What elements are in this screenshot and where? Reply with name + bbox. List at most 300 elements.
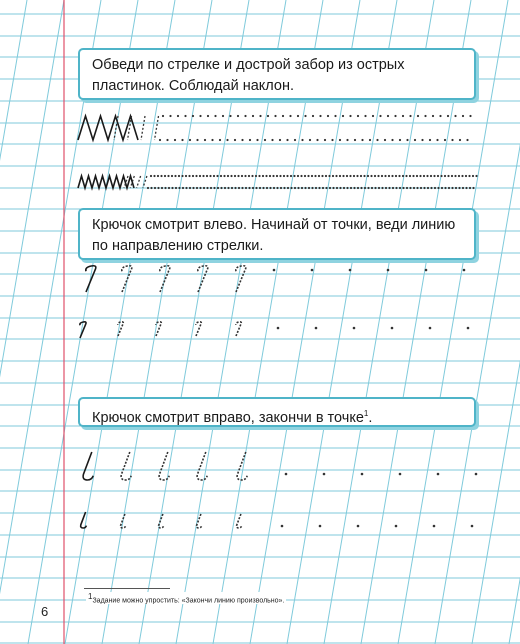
guide-dot [361, 139, 363, 141]
guide-dot [406, 187, 408, 189]
guide-dot [251, 175, 253, 177]
guide-dot [364, 115, 366, 117]
guide-dot [378, 187, 380, 189]
guide-dot [440, 175, 442, 177]
guide-dot [314, 175, 316, 177]
fence-dashed-slat [155, 116, 159, 140]
fence-dashed-slat [137, 176, 141, 188]
guide-dot [309, 139, 311, 141]
guide-dot [308, 187, 310, 189]
guide-dot [185, 175, 187, 177]
end-dot [399, 473, 402, 476]
guide-dot [371, 187, 373, 189]
slant-rule [509, 0, 520, 644]
guide-dot [329, 187, 331, 189]
guide-dot [280, 187, 282, 189]
guide-dot [248, 187, 250, 189]
left-hook-sample [86, 266, 96, 292]
guide-dot [196, 187, 198, 189]
guide-dot [331, 139, 333, 141]
guide-dot [168, 187, 170, 189]
right-hook-sample [83, 452, 93, 480]
guide-dot [376, 139, 378, 141]
guide-dot [244, 115, 246, 117]
guide-dot [234, 175, 236, 177]
guide-dot [384, 139, 386, 141]
guide-dot [444, 187, 446, 189]
guide-dot [244, 175, 246, 177]
slant-rule [0, 0, 64, 644]
guide-dot [189, 187, 191, 189]
guide-dot [363, 175, 365, 177]
guide-dot [188, 175, 190, 177]
guide-dot [159, 139, 161, 141]
guide-dot [301, 139, 303, 141]
guide-dot [271, 139, 273, 141]
guide-dot [433, 175, 435, 177]
guide-dot [290, 187, 292, 189]
guide-dot [220, 187, 222, 189]
guide-dot [424, 115, 426, 117]
guide-dot [451, 187, 453, 189]
guide-dot [231, 187, 233, 189]
guide-dot [238, 187, 240, 189]
guide-dot [439, 115, 441, 117]
guide-dot [266, 187, 268, 189]
guide-dot [444, 139, 446, 141]
guide-dot [192, 187, 194, 189]
guide-dot [167, 175, 169, 177]
guide-dot [195, 175, 197, 177]
guide-dot [222, 115, 224, 117]
guide-dot [311, 187, 313, 189]
guide-dot [269, 187, 271, 189]
task-instruction-2 [78, 208, 476, 260]
fence-traced [78, 176, 134, 188]
guide-dot [210, 187, 212, 189]
guide-dot [339, 175, 341, 177]
guide-dot [339, 139, 341, 141]
guide-dot [379, 115, 381, 117]
guide-dot [322, 187, 324, 189]
guide-dot [297, 175, 299, 177]
guide-dot [174, 139, 176, 141]
guide-dot [388, 175, 390, 177]
guide-dot [437, 187, 439, 189]
guide-dot [264, 139, 266, 141]
guide-dot [451, 175, 453, 177]
guide-dot [318, 187, 320, 189]
guide-dot [258, 175, 260, 177]
guide-dot [315, 187, 317, 189]
guide-dot [447, 115, 449, 117]
guide-dot [279, 139, 281, 141]
start-dot [429, 327, 432, 330]
guide-dot [466, 139, 468, 141]
guide-dot [150, 187, 152, 189]
end-dot [319, 525, 322, 528]
guide-dot [175, 187, 177, 189]
guide-dot [402, 187, 404, 189]
guide-dot [374, 175, 376, 177]
guide-dot [346, 139, 348, 141]
end-dot [475, 473, 478, 476]
guide-dot [272, 175, 274, 177]
guide-dot [181, 139, 183, 141]
guide-dot [169, 115, 171, 117]
guide-dot [226, 139, 228, 141]
end-dot [437, 473, 440, 476]
guide-dot [360, 175, 362, 177]
guide-dot [367, 187, 369, 189]
guide-dot [161, 187, 163, 189]
guide-dot [394, 115, 396, 117]
left-hook-trace [236, 266, 246, 292]
right-hook-trace [197, 452, 207, 480]
guide-dot [289, 115, 291, 117]
guide-dot [468, 175, 470, 177]
guide-dot [294, 139, 296, 141]
right-hook-small-trace [237, 514, 242, 528]
guide-dot [398, 175, 400, 177]
guide-dot [419, 175, 421, 177]
guide-dot [162, 115, 164, 117]
task-3-period: . [368, 409, 373, 426]
guide-dot [223, 175, 225, 177]
end-dot [357, 525, 360, 528]
guide-dot [429, 139, 431, 141]
guide-dot [441, 187, 443, 189]
guide-dot [157, 175, 159, 177]
guide-dot [283, 175, 285, 177]
guide-dot [171, 187, 173, 189]
guide-dot [214, 115, 216, 117]
guide-dot [230, 175, 232, 177]
start-dot [311, 269, 314, 272]
guide-dot [350, 187, 352, 189]
guide-dot [354, 139, 356, 141]
guide-dot [421, 139, 423, 141]
guide-dot [391, 175, 393, 177]
guide-dot [332, 175, 334, 177]
fence-dashed-slat [141, 116, 145, 140]
guide-dot [432, 115, 434, 117]
guide-dot [356, 175, 358, 177]
guide-dot [164, 187, 166, 189]
guide-dot [166, 139, 168, 141]
footnote-text: Задание можно упростить: «Закончи линию произвольно». [92, 597, 285, 605]
guide-dot [150, 175, 152, 177]
guide-dot [381, 175, 383, 177]
guide-dot [436, 139, 438, 141]
left-hook-small-trace [196, 322, 201, 336]
end-dot [361, 473, 364, 476]
guide-dot [384, 175, 386, 177]
guide-dot [199, 175, 201, 177]
guide-dot [423, 175, 425, 177]
guide-dot [346, 175, 348, 177]
guide-dot [469, 187, 471, 189]
guide-dot [402, 115, 404, 117]
guide-dot [164, 175, 166, 177]
guide-dot [294, 187, 296, 189]
guide-dot [334, 115, 336, 117]
guide-dot [213, 187, 215, 189]
guide-dot [420, 187, 422, 189]
guide-dot [311, 175, 313, 177]
start-dot [277, 327, 280, 330]
guide-dot [430, 175, 432, 177]
task-3-text: Крючок смотрит вправо, закончи в точке [92, 409, 364, 426]
guide-dot [416, 187, 418, 189]
guide-dot [319, 115, 321, 117]
guide-dot [372, 115, 374, 117]
guide-dot [252, 187, 254, 189]
guide-dot [259, 187, 261, 189]
page-number: 6 [41, 604, 49, 619]
guide-dot [349, 115, 351, 117]
guide-dot [374, 187, 376, 189]
slant-rule [0, 0, 27, 644]
guide-dot [461, 175, 463, 177]
guide-dot [203, 187, 205, 189]
guide-dot [276, 187, 278, 189]
guide-dot [262, 175, 264, 177]
guide-dot [157, 187, 159, 189]
guide-dot [185, 187, 187, 189]
end-dot [285, 473, 288, 476]
guide-dot [465, 175, 467, 177]
guide-dot [413, 187, 415, 189]
guide-dot [178, 175, 180, 177]
guide-dot [227, 175, 229, 177]
guide-dot [454, 175, 456, 177]
guide-dot [269, 175, 271, 177]
guide-dot [426, 175, 428, 177]
right-hook-trace [121, 452, 131, 480]
guide-dot [430, 187, 432, 189]
end-dot [281, 525, 284, 528]
guide-dot [245, 187, 247, 189]
guide-dot [207, 115, 209, 117]
guide-dot [321, 175, 323, 177]
guide-dot [279, 175, 281, 177]
guide-dot [360, 187, 362, 189]
guide-dot [353, 187, 355, 189]
guide-dot [462, 187, 464, 189]
guide-dot [388, 187, 390, 189]
guide-dot [248, 175, 250, 177]
end-dot [395, 525, 398, 528]
guide-dot [458, 175, 460, 177]
guide-dot [182, 187, 184, 189]
guide-dot [391, 139, 393, 141]
footnote [86, 592, 286, 604]
guide-dot [304, 115, 306, 117]
guide-dot [287, 187, 289, 189]
guide-dot [206, 187, 208, 189]
guide-dot [147, 187, 149, 189]
task-2-text: Крючок смотрит влево. Начинай от точки, веди линию по направлению стрелки. [92, 217, 456, 254]
guide-dot [255, 187, 257, 189]
start-dot [349, 269, 352, 272]
guide-dot [316, 139, 318, 141]
guide-dot [312, 115, 314, 117]
guide-dot [475, 175, 477, 177]
guide-dot [402, 175, 404, 177]
guide-dot [237, 175, 239, 177]
guide-dot [286, 139, 288, 141]
guide-dot [455, 187, 457, 189]
guide-dot [273, 187, 275, 189]
end-dot [433, 525, 436, 528]
guide-dot [381, 187, 383, 189]
guide-dot [357, 115, 359, 117]
guide-dot [224, 187, 226, 189]
guide-dot [220, 175, 222, 177]
guide-dot [395, 187, 397, 189]
start-dot [463, 269, 466, 272]
guide-dot [227, 187, 229, 189]
guide-dot [448, 187, 450, 189]
guide-dot [181, 175, 183, 177]
guide-dot [370, 175, 372, 177]
guide-dot [229, 115, 231, 117]
guide-dot [327, 115, 329, 117]
footnote-reference: 1 [363, 409, 369, 418]
guide-dot [399, 139, 401, 141]
guide-dot [335, 175, 337, 177]
guide-dot [458, 187, 460, 189]
guide-dot [427, 187, 429, 189]
guide-dot [249, 139, 251, 141]
guide-dot [199, 187, 201, 189]
guide-dot [328, 175, 330, 177]
footnote-divider [84, 588, 170, 589]
writing-exercises [78, 115, 478, 528]
guide-dot [300, 175, 302, 177]
guide-dot [204, 139, 206, 141]
guide-dot [265, 175, 267, 177]
guide-dot [276, 175, 278, 177]
slant-rule [472, 0, 520, 644]
guide-dot [459, 139, 461, 141]
guide-dot [259, 115, 261, 117]
guide-dot [206, 175, 208, 177]
start-dot [467, 327, 470, 330]
guide-dot [342, 115, 344, 117]
guide-dot [282, 115, 284, 117]
task-1-text: Обведи по стрелке и дострой забор из острых пластинок. Соблюдай наклон. [92, 57, 405, 94]
guide-dot [192, 115, 194, 117]
start-dot [387, 269, 390, 272]
guide-dot [409, 187, 411, 189]
guide-dot [196, 139, 198, 141]
guide-dot [286, 175, 288, 177]
guide-dot [451, 139, 453, 141]
guide-dot [343, 187, 345, 189]
guide-dot [364, 187, 366, 189]
guide-dot [357, 187, 359, 189]
guide-dot [437, 175, 439, 177]
guide-dot [293, 175, 295, 177]
guide-dot [256, 139, 258, 141]
guide-dot [297, 115, 299, 117]
guide-dot [346, 187, 348, 189]
guide-dot [192, 175, 194, 177]
guide-dot [369, 139, 371, 141]
guide-dot [255, 175, 257, 177]
guide-dot [342, 175, 344, 177]
guide-dot [234, 187, 236, 189]
guide-dot [199, 115, 201, 117]
guide-dot [241, 139, 243, 141]
guide-dot [209, 175, 211, 177]
guide-dot [387, 115, 389, 117]
end-dot [323, 473, 326, 476]
guide-dot [184, 115, 186, 117]
end-dot [471, 525, 474, 528]
task-instruction-3 [78, 397, 476, 427]
guide-dot [177, 115, 179, 117]
guide-dot [241, 187, 243, 189]
guide-dot [444, 175, 446, 177]
guide-dot [409, 175, 411, 177]
guide-dot [202, 175, 204, 177]
guide-dot [472, 175, 474, 177]
guide-dot [377, 175, 379, 177]
guide-dot [153, 175, 155, 177]
guide-dot [417, 115, 419, 117]
guide-dot [318, 175, 320, 177]
guide-dot [304, 175, 306, 177]
guide-dot [447, 175, 449, 177]
start-dot [273, 269, 276, 272]
start-dot [391, 327, 394, 330]
guide-dot [409, 115, 411, 117]
guide-dot [406, 139, 408, 141]
guide-dot [412, 175, 414, 177]
guide-dot [465, 187, 467, 189]
guide-dot [469, 115, 471, 117]
guide-dot [241, 175, 243, 177]
guide-dot [339, 187, 341, 189]
guide-dot [416, 175, 418, 177]
guide-dot [154, 187, 156, 189]
guide-dot [171, 175, 173, 177]
guide-dot [395, 175, 397, 177]
start-dot [315, 327, 318, 330]
guide-dot [217, 187, 219, 189]
guide-dot [336, 187, 338, 189]
guide-dot [367, 175, 369, 177]
guide-dot [324, 139, 326, 141]
task-instruction-1 [78, 48, 476, 100]
start-dot [425, 269, 428, 272]
guide-dot [353, 175, 355, 177]
guide-dot [462, 115, 464, 117]
right-hook-small-trace [121, 514, 126, 528]
guide-dot [325, 187, 327, 189]
guide-dot [262, 187, 264, 189]
guide-dot [434, 187, 436, 189]
guide-dot [189, 139, 191, 141]
guide-dot [267, 115, 269, 117]
left-hook-trace [122, 266, 132, 292]
guide-dot [237, 115, 239, 117]
guide-dot [405, 175, 407, 177]
guide-dot [332, 187, 334, 189]
